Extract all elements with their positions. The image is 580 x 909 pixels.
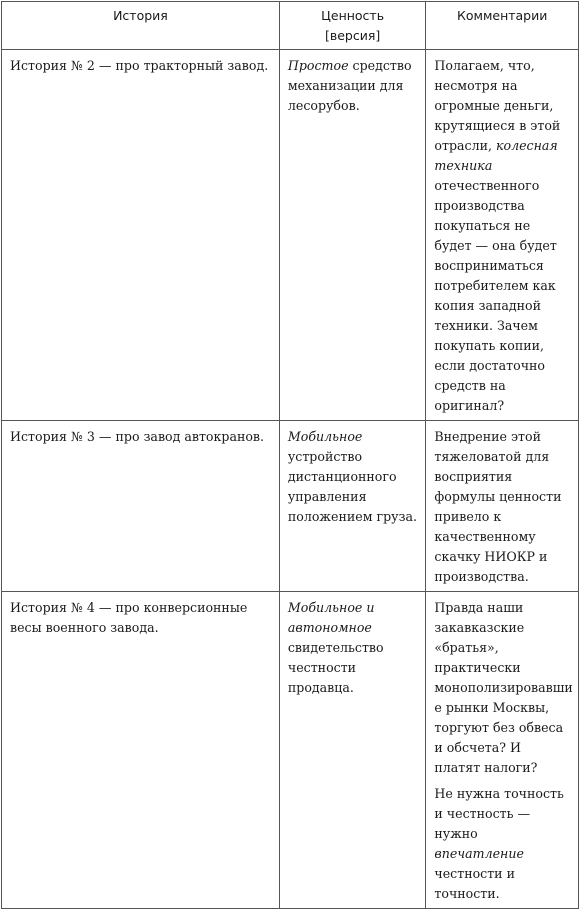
value-text: средство механизации для лесорубов.: [287, 58, 412, 113]
comment-emphasis: впечатление: [434, 846, 524, 861]
value-emphasis: Мобильное: [287, 429, 363, 444]
comment-text: Не нужна точность и честность — нужно: [434, 786, 564, 841]
story-cell: История № 4 — про конверсионные весы военного завода.: [2, 592, 280, 909]
value-text: устройство дистанционного управления положением груза.: [287, 449, 417, 524]
value-text: свидетельство честности продавца.: [287, 640, 384, 695]
value-cell: [279, 50, 426, 421]
value-cell: [279, 592, 426, 909]
comment-cell: [426, 421, 579, 592]
comment-cell: [426, 592, 579, 909]
table-body: [2, 50, 579, 909]
comment-text: Внедрение этой тяжеловатой для восприятия формулы ценности привело к качественному скачку НИОКР и производства.: [434, 429, 562, 584]
comment-emphasis: колесная техника: [434, 138, 558, 173]
comment-text: отечественного производства покупаться не будет — она будет восприниматься потребителем как копия западной техники. Зачем покупать копии, если достаточно средств на оригинал?: [434, 178, 557, 413]
comment-text: Полагаем, что, несмотря на огромные деньги, крутящиеся в этой отрасли,: [434, 58, 561, 153]
header-row: [2, 2, 579, 50]
comment-cell: [426, 50, 579, 421]
value-cell: [279, 421, 426, 592]
header-value: [279, 2, 426, 50]
comment-text: Правда наши закавказские «братья», практически монополизировавши е рынки Москвы, торгуют без обвеса и обсчета? И платят налоги?: [434, 600, 573, 775]
value-table: [1, 1, 579, 909]
header-comments: Комментарии: [426, 2, 579, 50]
table-row: [2, 50, 579, 421]
story-cell: История № 3 — про завод автокранов.: [2, 421, 280, 592]
header-value-title: Ценность: [321, 8, 385, 23]
comment-paragraph: [434, 784, 570, 904]
comment-text: честности и точности.: [434, 866, 515, 901]
comment-paragraph: [434, 56, 570, 416]
table-row: [2, 421, 579, 592]
header-story: История: [2, 2, 280, 50]
comment-paragraph: [434, 427, 570, 587]
comment-paragraph: [434, 598, 573, 778]
story-cell: История № 2 — про тракторный завод.: [2, 50, 280, 421]
value-emphasis: Мобильное и автономное: [287, 600, 375, 635]
value-emphasis: Простое: [287, 58, 349, 73]
table-row: [2, 592, 579, 909]
header-value-subtitle: [версия]: [325, 28, 381, 43]
